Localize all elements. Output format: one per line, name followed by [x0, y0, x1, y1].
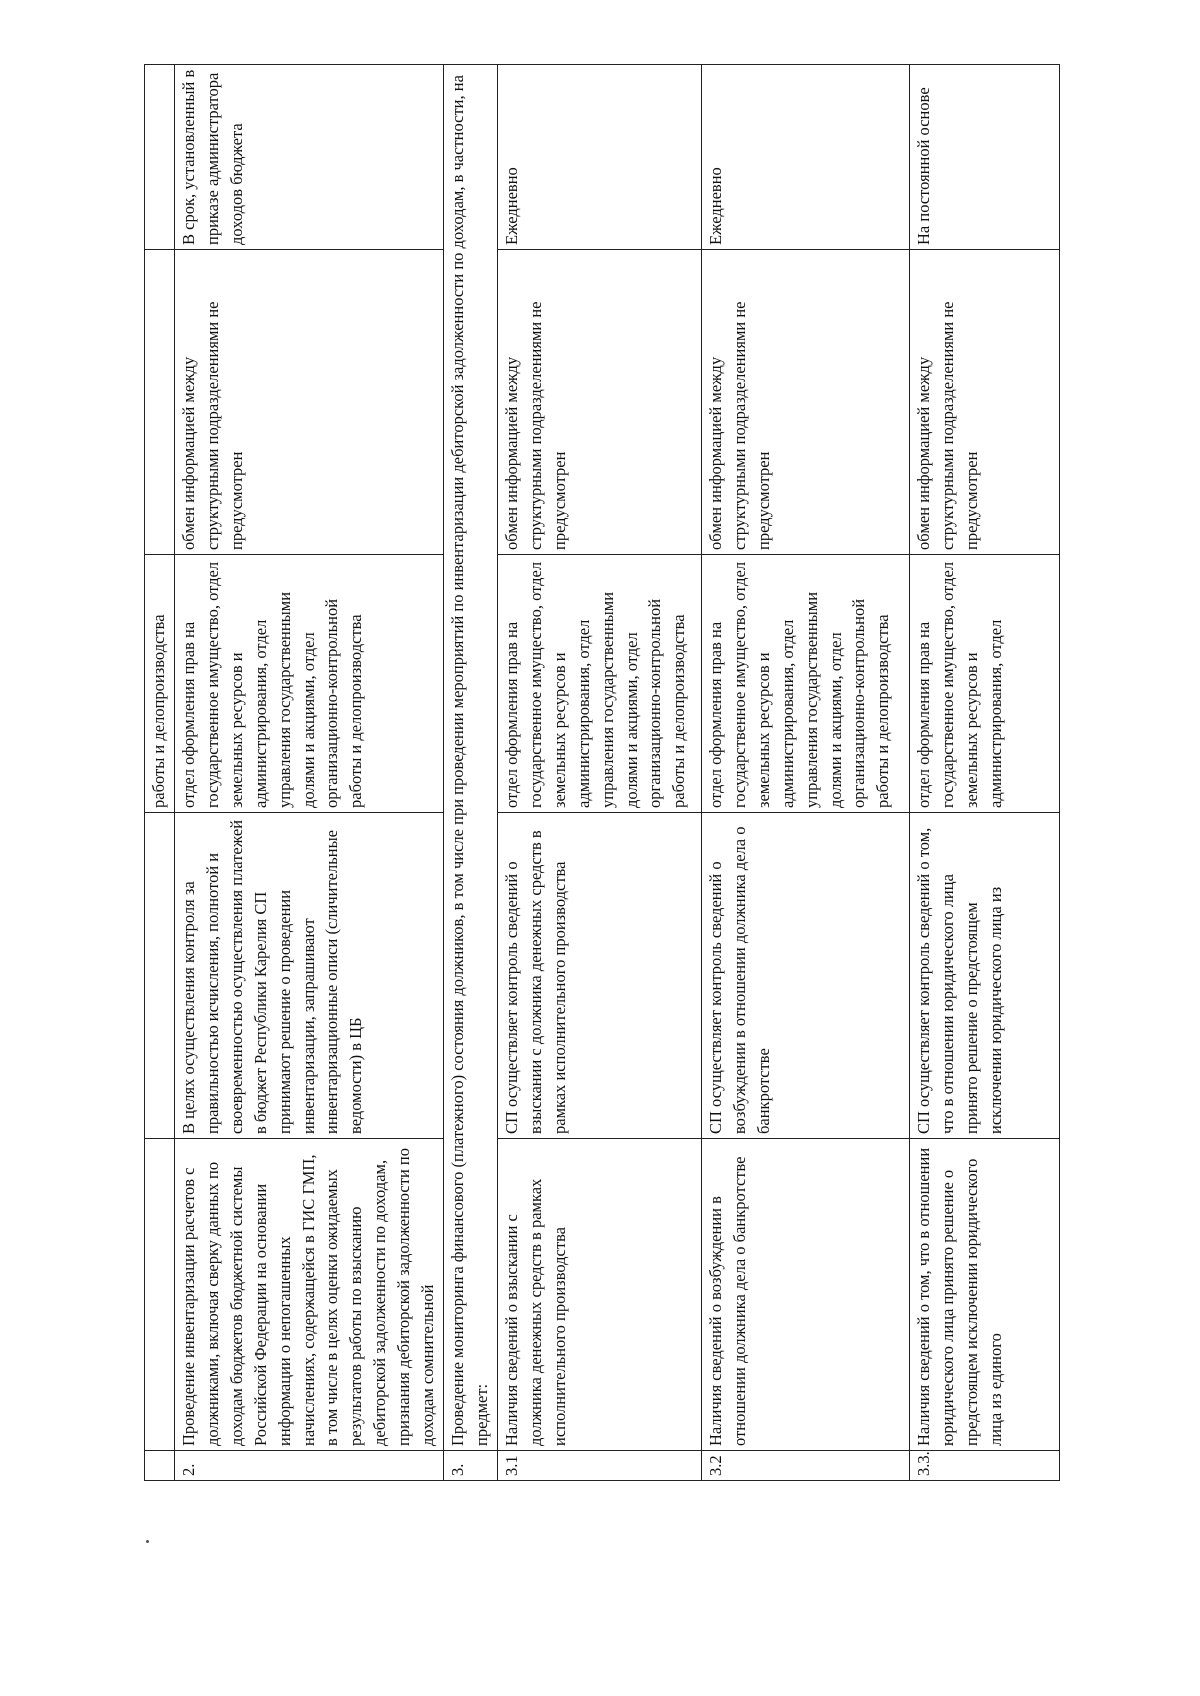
table-row-3-1 [497, 65, 701, 1481]
cell-deadline: Ежедневно [701, 65, 909, 250]
cell-exchange: обмен информацией между структурными подразделениями не предусмотрен [497, 250, 701, 555]
cell-content: В целях осуществления контроля за правильностью исчисления, полнотой и своевременностью осуществления платежей в бюджет Республики Карелия СП принимают решение о проведении инвентаризации, запрашивают инвентаризационные описи (сличительные ведомости) в ЦБ [174, 813, 443, 1139]
row-number: 3. [444, 1451, 498, 1481]
table-row-continuation [145, 65, 175, 1481]
section-heading: Проведение мониторинга финансового (платежного) состояния должников, в том числе при проведении мероприятий по инвентаризации дебиторской задолженности по доходам, в частности, на предмет: [444, 65, 498, 1451]
cell-measure [145, 1139, 175, 1451]
cell-exchange: обмен информацией между структурными подразделениями не предусмотрен [174, 250, 443, 555]
cell-content: СП осуществляет контроль сведений о возбуждении в отношении должника дела о банкротстве [701, 813, 909, 1139]
cell-content: СП осуществляет контроль сведений о взыскании с должника денежных средств в рамках исполнительного производства [497, 813, 701, 1139]
cell-measure: Наличия сведений о возбуждении в отношении должника дела о банкротстве [701, 1139, 909, 1451]
cell-content: СП осуществляет контроль сведений о том, что в отношении юридического лица принято решение о предстоящем исключении юридического лица из [909, 813, 1059, 1139]
table-row-3-3 [909, 65, 1059, 1481]
table-row-2 [174, 65, 443, 1481]
cell-deadline [145, 65, 175, 250]
row-number: 3.2 [701, 1451, 909, 1481]
cell-responsible: отдел оформления прав на государственное имущество, отдел земельных ресурсов и администрирования, отдел управления государственными долями и акциями, отдел организационно-контрольной работы и делопроизводства [497, 555, 701, 813]
row-number: 3.3. [909, 1451, 1059, 1481]
cell-measure: Наличия сведений о взыскании с должника денежных средств в рамках исполнительного производства [497, 1139, 701, 1451]
cell-num [145, 1451, 175, 1481]
cell-deadline: Ежедневно [497, 65, 701, 250]
cell-exchange: обмен информацией между структурными подразделениями не предусмотрен [701, 250, 909, 555]
cell-deadline: На постоянной основе [909, 65, 1059, 250]
row-number: 2. [174, 1451, 443, 1481]
cell-exchange: обмен информацией между структурными подразделениями не предусмотрен [909, 250, 1059, 555]
cell-responsible: отдел оформления прав на государственное имущество, отдел земельных ресурсов и администрирования, отдел управления государственными долями и акциями, отдел организационно-контрольной работы и делопроизводства [174, 555, 443, 813]
cell-responsible: отдел оформления прав на государственное имущество, отдел земельных ресурсов и администрирования, отдел [909, 555, 1059, 813]
table-row-3 [444, 65, 498, 1481]
cell-measure: Проведение инвентаризации расчетов с должниками, включая сверку данных по доходам бюджетов бюджетной системы Российской Федерации на основании информации о непогашенных начислениях, содержащейся в ГИС ГМП, в том числе в целях оценки ожидаемых результатов работы по взысканию дебиторской задолженности по доходам, признания дебиторской задолженности по доходам сомнительной [174, 1139, 443, 1451]
row-number: 3.1 [497, 1451, 701, 1481]
table-row-3-2 [701, 65, 909, 1481]
cell-exchange [145, 250, 175, 555]
measures-table [144, 64, 1060, 1481]
cell-responsible: отдел оформления прав на государственное имущество, отдел земельных ресурсов и администрирования, отдел управления государственными долями и акциями, отдел организационно-контрольной работы и делопроизводства [701, 555, 909, 813]
cell-content [145, 813, 175, 1139]
cell-measure: Наличия сведений о том, что в отношении юридического лица принято решение о предстоящем исключении юридического лица из единого [909, 1139, 1059, 1451]
cell-deadline: В срок, установленный в приказе администратора доходов бюджета [174, 65, 443, 250]
cell-responsible: работы и делопроизводства [145, 555, 175, 813]
scan-speck [146, 1540, 149, 1543]
